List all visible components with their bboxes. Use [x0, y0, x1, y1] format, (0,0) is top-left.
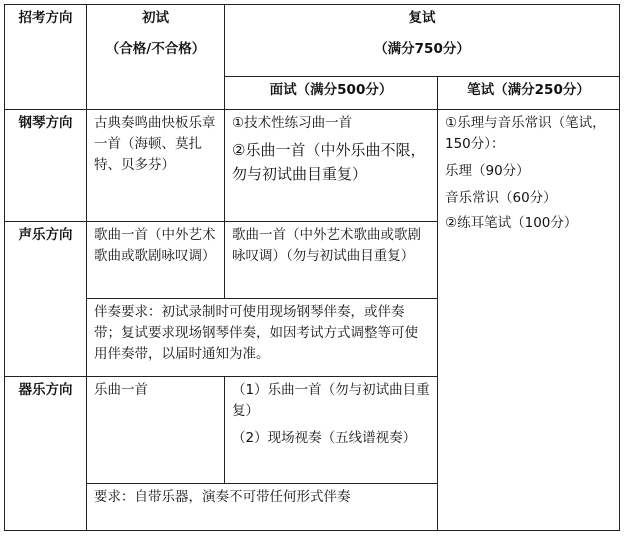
- instrument-interview: [225, 377, 438, 484]
- written-item-2: ②练耳笔试（100分）: [445, 214, 578, 231]
- piano-direction: 钢琴方向: [5, 110, 87, 222]
- written-item-1b: 音乐常识（60分）: [445, 189, 557, 206]
- piano-interview-item-1: ①技术性练习曲一首: [232, 115, 353, 131]
- header-written: 笔试（满分250分）: [438, 77, 620, 110]
- header-retest-title: 复试: [408, 10, 436, 26]
- header-interview: 面试（满分500分）: [225, 77, 438, 110]
- piano-interview-item-2: ②乐曲一首（中外乐曲不限，勿与初试曲目重复）: [232, 140, 426, 183]
- vocal-prelim: 歌曲一首（中外艺术歌曲或歌剧咏叹调）: [87, 222, 225, 299]
- piano-prelim: 古典奏鸣曲快板乐章一首（海顿、莫扎特、贝多芬）: [87, 110, 225, 222]
- written-item-1a: 乐理（90分）: [445, 162, 530, 179]
- vocal-interview: 歌曲一首（中外艺术歌曲或歌剧咏叹调）（勿与初试曲目重复）: [225, 222, 438, 299]
- header-direction: 招考方向: [5, 5, 87, 110]
- header-retest-note: （满分750分）: [374, 40, 470, 57]
- header-retest: [225, 5, 620, 77]
- written-item-1: ①乐理与音乐常识（笔试，150分）：: [445, 115, 606, 152]
- header-prelim-note: （合格/不合格）: [105, 40, 206, 57]
- vocal-accompaniment: 伴奏要求：初试录制时可使用现场钢琴伴奏，或伴奏带；复试要求现场钢琴伴奏，如因考试方式调整等可使用伴奏带，以届时通知为准。: [87, 299, 438, 377]
- vocal-direction: 声乐方向: [5, 222, 87, 377]
- header-prelim-title: 初试: [142, 10, 169, 26]
- instrument-interview-item-1: （1）乐曲一首（勿与初试曲目重复）: [232, 382, 430, 419]
- written-exam: [438, 110, 620, 531]
- instrument-prelim: 乐曲一首: [87, 377, 225, 484]
- piano-interview: [225, 110, 438, 222]
- header-prelim: [87, 5, 225, 110]
- exam-requirements-table: [4, 4, 620, 531]
- instrument-requirement: 要求：自带乐器，演奏不可带任何形式伴奏: [87, 484, 438, 531]
- instrument-interview-item-2: （2）现场视奏（五线谱视奏）: [232, 429, 417, 446]
- instrument-direction: 器乐方向: [5, 377, 87, 531]
